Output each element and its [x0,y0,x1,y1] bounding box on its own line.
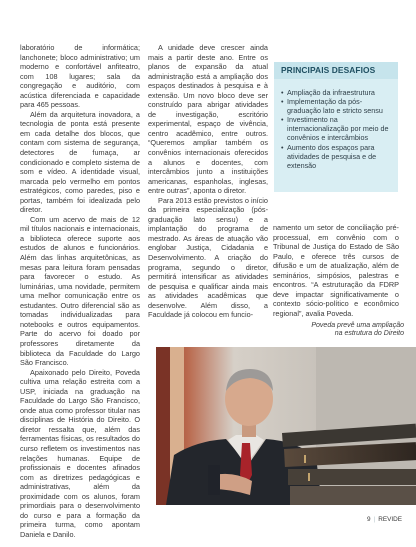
article-column-3 [273,223,399,318]
challenges-sidebar-box [274,62,398,192]
paragraph: Além da arquitetura inovadora, a tecnologia de ponta está presente em cada detalhe dos blocos, que contam com sistema de segurança, detectores de fumaça, ar condicionado e completo sistema de som e vídeo. A identidade visual, marcada pelo vermelho em pontos estratégicos, como paredes, piso e portas, também foi idealizada pelo diretor. [20,109,140,215]
article-column-1 [20,43,140,539]
photo-caption: Poveda prevê uma ampliação na estrutura do Direito [311,322,404,337]
page-number: 9 [366,516,371,523]
challenges-title: PRINCIPAIS DESAFIOS [274,62,398,79]
paragraph: Apaixonado pelo Direito, Poveda cultiva uma relação estreita com a USP, iniciada na graduação na Faculdade do Largo São Francisco, onde atua como professor titular nas disciplinas de História do Direito. O diretor ressalta que, além das ferramentas físicas, os resultados do curso refletem os investimentos nas relações humanas. Equipe de profissionais e docentes afinados com as diretrizes pedagógicas e administrativas, além da proximidade com os alunos, foram primordiais para o desenvolvimento do curso e para a formação da primeira turma, como apontam Daniela e Danilo. [20,367,140,539]
page-footer: 9 | REVIDE [366,516,402,523]
magazine-name: REVIDE [378,516,402,523]
director-photo [156,347,416,505]
challenge-item: • Ampliação da infraestrutura [281,88,392,97]
paragraph: Com um acervo de mais de 12 mil títulos nacionais e internacionais, a biblioteca oferece suporte aos estudos de alunos e funcionários. Além das linhas arquitetônicas, as mesas para leitura foram pensadas para favorecer o estudo. As luminárias, uma novidade, permitem uma melhor comunicação entre os estudantes. Outro diferencial são as tomadas individualizadas para notebooks e outros equipamentos. Parte do acervo foi doado por professores diretamente da biblioteca da Faculdade do Largo São Francisco. [20,214,140,368]
challenges-list [274,79,398,170]
paragraph: A unidade deve crescer ainda mais a partir deste ano. Entre os planos de expansão da atual administração está a ampliação dos espaços destinados à pesquisa e à extensão. Um novo bloco deve ser construído para abrigar atividades de investigação, escritório experimental, espaço de vivência, centro acadêmico, entre outros. “Queremos ampliar também os convênios internacionais oferecidos a alunos e docentes, com intercâmbios junto a instituições americanas, espanholas, inglesas, entre outras”, aponta o diretor. [148,43,268,196]
paragraph: namento um setor de conciliação pré-processual, em convênio com o Tribunal de Justiça do Estado de São Paulo, e oferece três cursos de difusão e um de atualização, além de seminários, simpósios, palestras e encontros. “A estruturação da FDRP deve impactar significativamente o contexto sócio-político e econômico regional”, avalia Poveda. [273,223,399,318]
challenge-item: • Investimento na internacionalização por meio de convênios e intercâmbios [281,115,392,142]
article-column-2 [148,43,268,320]
paragraph: Para 2013 estão previstos o início da primeira especialização (pós-graduação lato sensu) e a implantação do programa de mestrado. As áreas de atuação vão englobar Justiça, Cidadania e Desenvolvimento. A criação do programa, segundo o diretor, permitirá intensificar as atividades de pesquisa e qualificar ainda mais as atividades acadêmicas que desenvolve. Além disso, a Faculdade já colocou em funcio- [148,195,268,320]
challenge-item: • Implementação da pós-graduação lato e stricto sensu [281,97,392,115]
challenge-item: • Aumento dos espaços para atividades de pesquisa e de extensão [281,143,392,170]
paragraph: laboratório de informática; lanchonete; bloco administrativo; um moderno e confortável anfiteatro, com 108 lugares; sala da congregação e auditório, com acústica diferenciada e capacidade para 465 pessoas. [20,43,140,110]
